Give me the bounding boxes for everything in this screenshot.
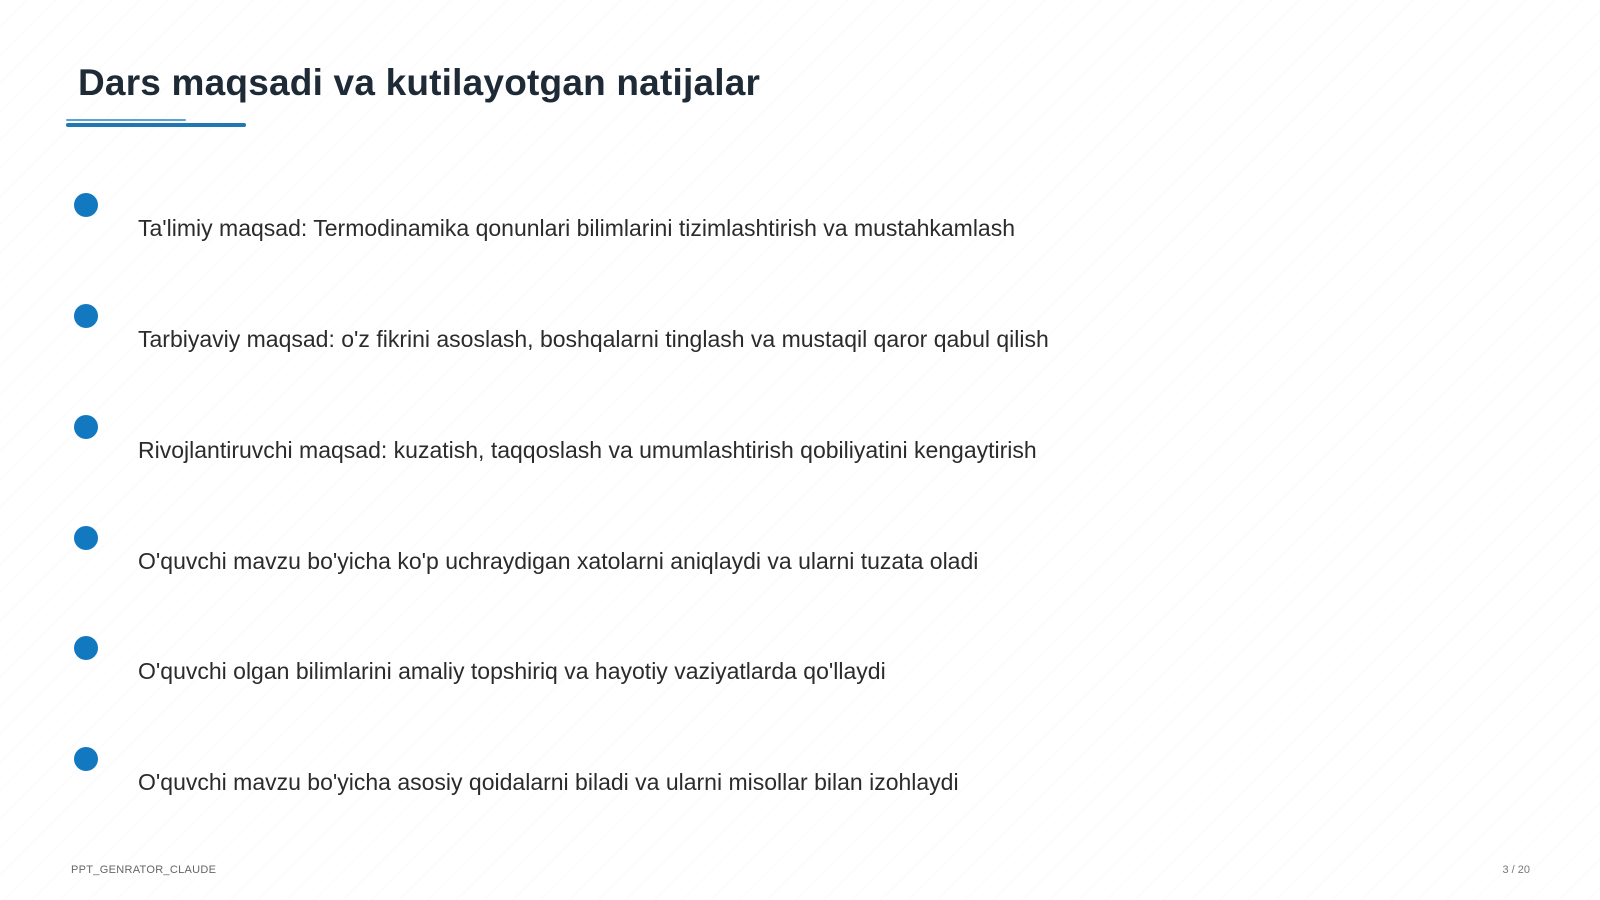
bullet-dot-icon (74, 747, 98, 771)
bullet-item (0, 193, 1600, 273)
bullet-text: O'quvchi mavzu bo'yicha ko'p uchraydigan xatolarni aniqlaydi va ularni tuzata oladi (138, 548, 979, 574)
bullet-text: Ta'limiy maqsad: Termodinamika qonunlari bilimlarini tizimlashtirish va mustahkamlash (138, 215, 1016, 241)
bullet-dot-icon (74, 415, 98, 439)
bullet-dot-icon (74, 193, 98, 217)
bullet-text: Tarbiyaviy maqsad: o'z fikrini asoslash, boshqalarni tinglash va mustaqil qaror qabul qilish (138, 326, 1049, 352)
bullet-item (0, 526, 1600, 606)
bullet-item (0, 304, 1600, 384)
bullet-dot-icon (74, 526, 98, 550)
bullet-text: Rivojlantiruvchi maqsad: kuzatish, taqqoslash va umumlashtirish qobiliyatini kengaytirish (138, 437, 1037, 463)
bullet-dot-icon (74, 636, 98, 660)
footer-source-label: PPT_GENRATOR_CLAUDE (71, 864, 217, 876)
bullet-text: O'quvchi olgan bilimlarini amaliy topshiriq va hayotiy vaziyatlarda qo'llaydi (138, 658, 886, 684)
bullet-dot-icon (74, 304, 98, 328)
page-indicator: 3 / 20 (1502, 864, 1530, 876)
bullet-item (0, 636, 1600, 716)
bullet-text: O'quvchi mavzu bo'yicha asosiy qoidalarni biladi va ularni misollar bilan izohlaydi (138, 769, 959, 795)
bullet-item (0, 747, 1600, 827)
bullet-item (0, 415, 1600, 495)
slide-title: Dars maqsadi va kutilayotgan natijalar (78, 62, 761, 103)
